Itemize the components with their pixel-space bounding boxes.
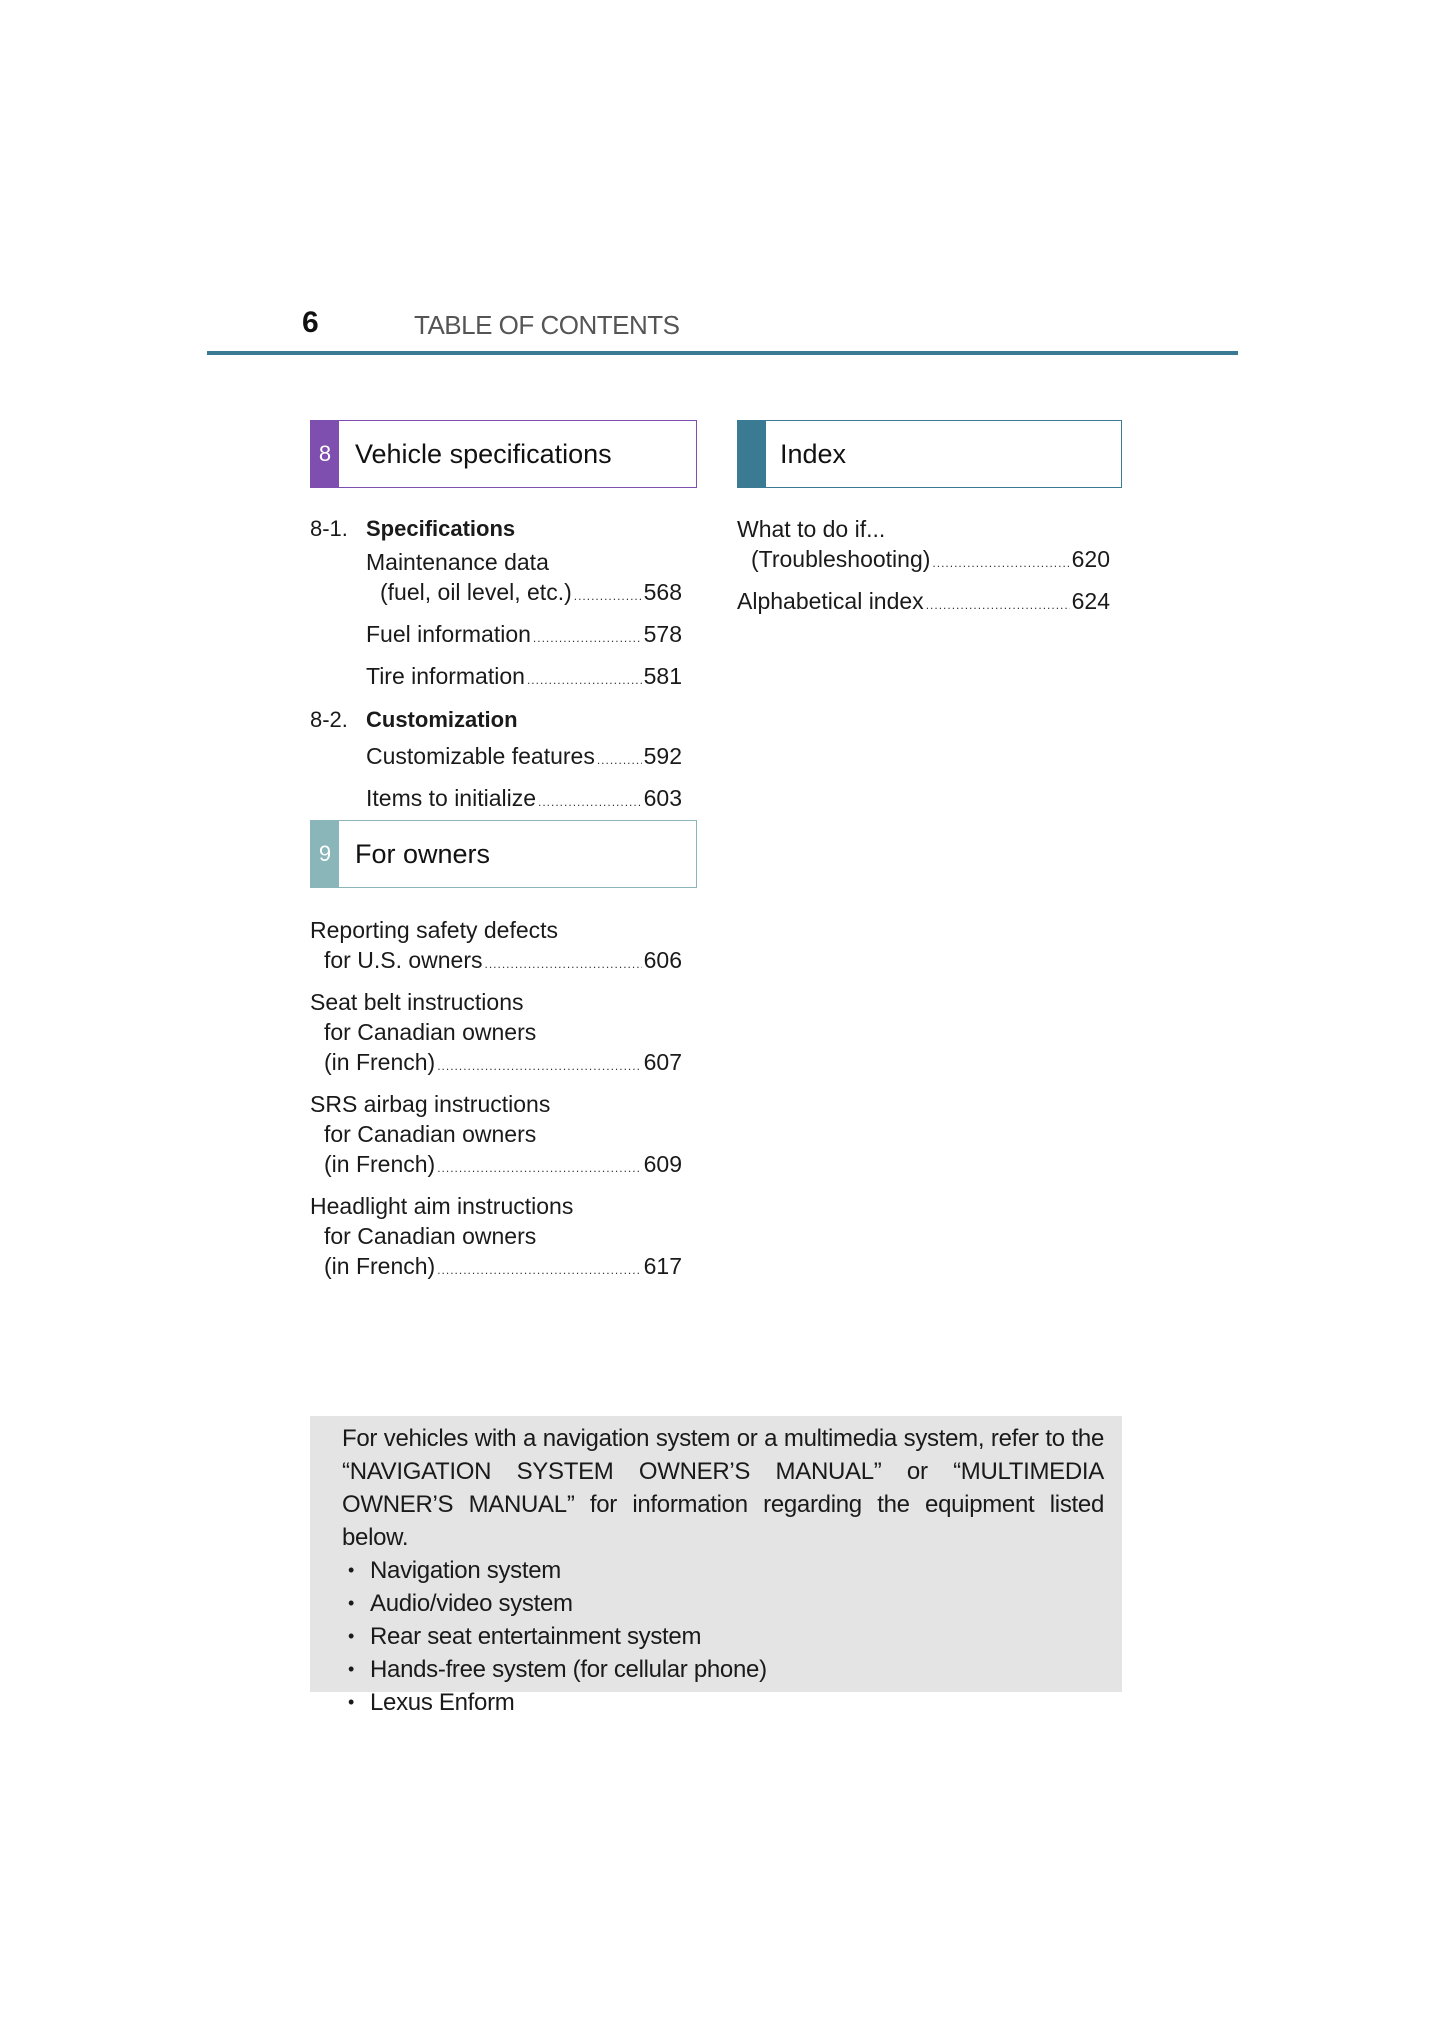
- equipment-list: [342, 1554, 1104, 1719]
- section-number-tab: 8: [311, 421, 339, 487]
- dot-leader: [597, 745, 642, 775]
- toc-page-number: 607: [643, 1049, 682, 1075]
- toc-entry-label: (in French): [324, 1151, 436, 1177]
- section-8-toc: [310, 514, 682, 817]
- toc-entry-label: Alphabetical index: [737, 588, 924, 614]
- section-title: Index: [780, 438, 847, 469]
- toc-entry-label: Tire information: [366, 663, 525, 689]
- dot-leader: [932, 548, 1069, 578]
- dot-leader: [574, 581, 642, 611]
- toc-entry-label: Reporting safety defects: [310, 917, 559, 943]
- chapter-number: 8-2.: [310, 707, 348, 732]
- toc-page-number: 603: [643, 785, 682, 811]
- section-number-tab: 9: [311, 821, 339, 887]
- header-rule: [207, 351, 1238, 355]
- dot-leader: [437, 1051, 641, 1081]
- toc-entry-label: SRS airbag instructions: [310, 1091, 551, 1117]
- toc-entry[interactable]: [366, 619, 682, 653]
- chapter-name: Customization: [366, 707, 518, 732]
- dot-leader: [527, 665, 642, 695]
- chapter-number: 8-1.: [310, 516, 348, 541]
- list-item: • Hands-free system (for cellular phone): [342, 1653, 1104, 1686]
- toc-entry[interactable]: [737, 514, 1110, 578]
- note-box: [310, 1416, 1122, 1716]
- toc-entry-label: Maintenance data: [366, 549, 549, 575]
- section-9-toc: [310, 915, 682, 1285]
- toc-entry[interactable]: [366, 661, 682, 695]
- toc-entry[interactable]: [310, 1089, 682, 1183]
- toc-entry-label: Customizable features: [366, 743, 595, 769]
- section-title: Vehicle specifications: [355, 438, 612, 469]
- toc-page-number: 578: [643, 621, 682, 647]
- toc-entry-label: (in French): [324, 1253, 436, 1279]
- toc-entry-label: (Troubleshooting): [751, 546, 931, 572]
- dot-leader: [437, 1153, 641, 1183]
- running-title: TABLE OF CONTENTS: [414, 310, 680, 340]
- list-item: • Rear seat entertainment system: [342, 1620, 1104, 1653]
- toc-page-number: 568: [643, 579, 682, 605]
- index-toc: [737, 514, 1110, 620]
- toc-page-number: 592: [643, 743, 682, 769]
- page-number: 6: [302, 306, 319, 339]
- toc-entry[interactable]: [310, 1191, 682, 1285]
- toc-entry[interactable]: [310, 987, 682, 1081]
- toc-entry-label: Fuel information: [366, 621, 531, 647]
- toc-entry[interactable]: [737, 586, 1110, 620]
- dot-leader: [926, 590, 1070, 620]
- toc-entry[interactable]: [310, 915, 682, 979]
- dot-leader: [485, 949, 642, 979]
- toc-page-number: 617: [643, 1253, 682, 1279]
- chapter-heading[interactable]: [310, 705, 682, 735]
- toc-entry-label: (in French): [324, 1049, 436, 1075]
- chapter-name: Specifications: [366, 516, 516, 541]
- dot-leader: [533, 623, 642, 653]
- section-8-header[interactable]: [310, 420, 697, 488]
- toc-page-number: 609: [643, 1151, 682, 1177]
- toc-entry-label: for U.S. owners: [324, 947, 483, 973]
- list-item: • Navigation system: [342, 1554, 1104, 1587]
- toc-entry-label: Seat belt instructions: [310, 989, 524, 1015]
- list-item: • Audio/video system: [342, 1587, 1104, 1620]
- toc-page-number: 620: [1071, 546, 1110, 572]
- toc-page-number: 624: [1071, 588, 1110, 614]
- toc-entry[interactable]: [366, 783, 682, 817]
- dot-leader: [538, 787, 642, 817]
- toc-entry-label: (fuel, oil level, etc.): [380, 579, 572, 605]
- chapter-heading[interactable]: [310, 514, 682, 544]
- toc-entry[interactable]: [366, 741, 682, 775]
- toc-entry-label: Items to initialize: [366, 785, 537, 811]
- toc-entry-label: Headlight aim instructions: [310, 1193, 574, 1219]
- toc-entry[interactable]: [366, 547, 682, 611]
- toc-entry-label: What to do if...: [737, 516, 886, 542]
- section-color-tab: [738, 421, 766, 487]
- dot-leader: [437, 1255, 641, 1285]
- note-text: For vehicles with a navigation system or a multimedia system, refer to the “NAVIGATION SYSTEM OWNER’S MANUAL” or “MULTIMEDIA OWNER’S MANUAL” for information regarding the equipment listed below.: [342, 1425, 1104, 1551]
- section-title: For owners: [355, 838, 491, 869]
- toc-page-number: 581: [643, 663, 682, 689]
- toc-entry-label: for Canadian owners: [324, 1223, 537, 1249]
- section-9-header[interactable]: [310, 820, 697, 888]
- list-item: • Lexus Enform: [342, 1686, 1104, 1719]
- toc-page-number: 606: [643, 947, 682, 973]
- index-section-header[interactable]: [737, 420, 1122, 488]
- toc-entry-label: for Canadian owners: [324, 1019, 537, 1045]
- toc-entry-label: for Canadian owners: [324, 1121, 537, 1147]
